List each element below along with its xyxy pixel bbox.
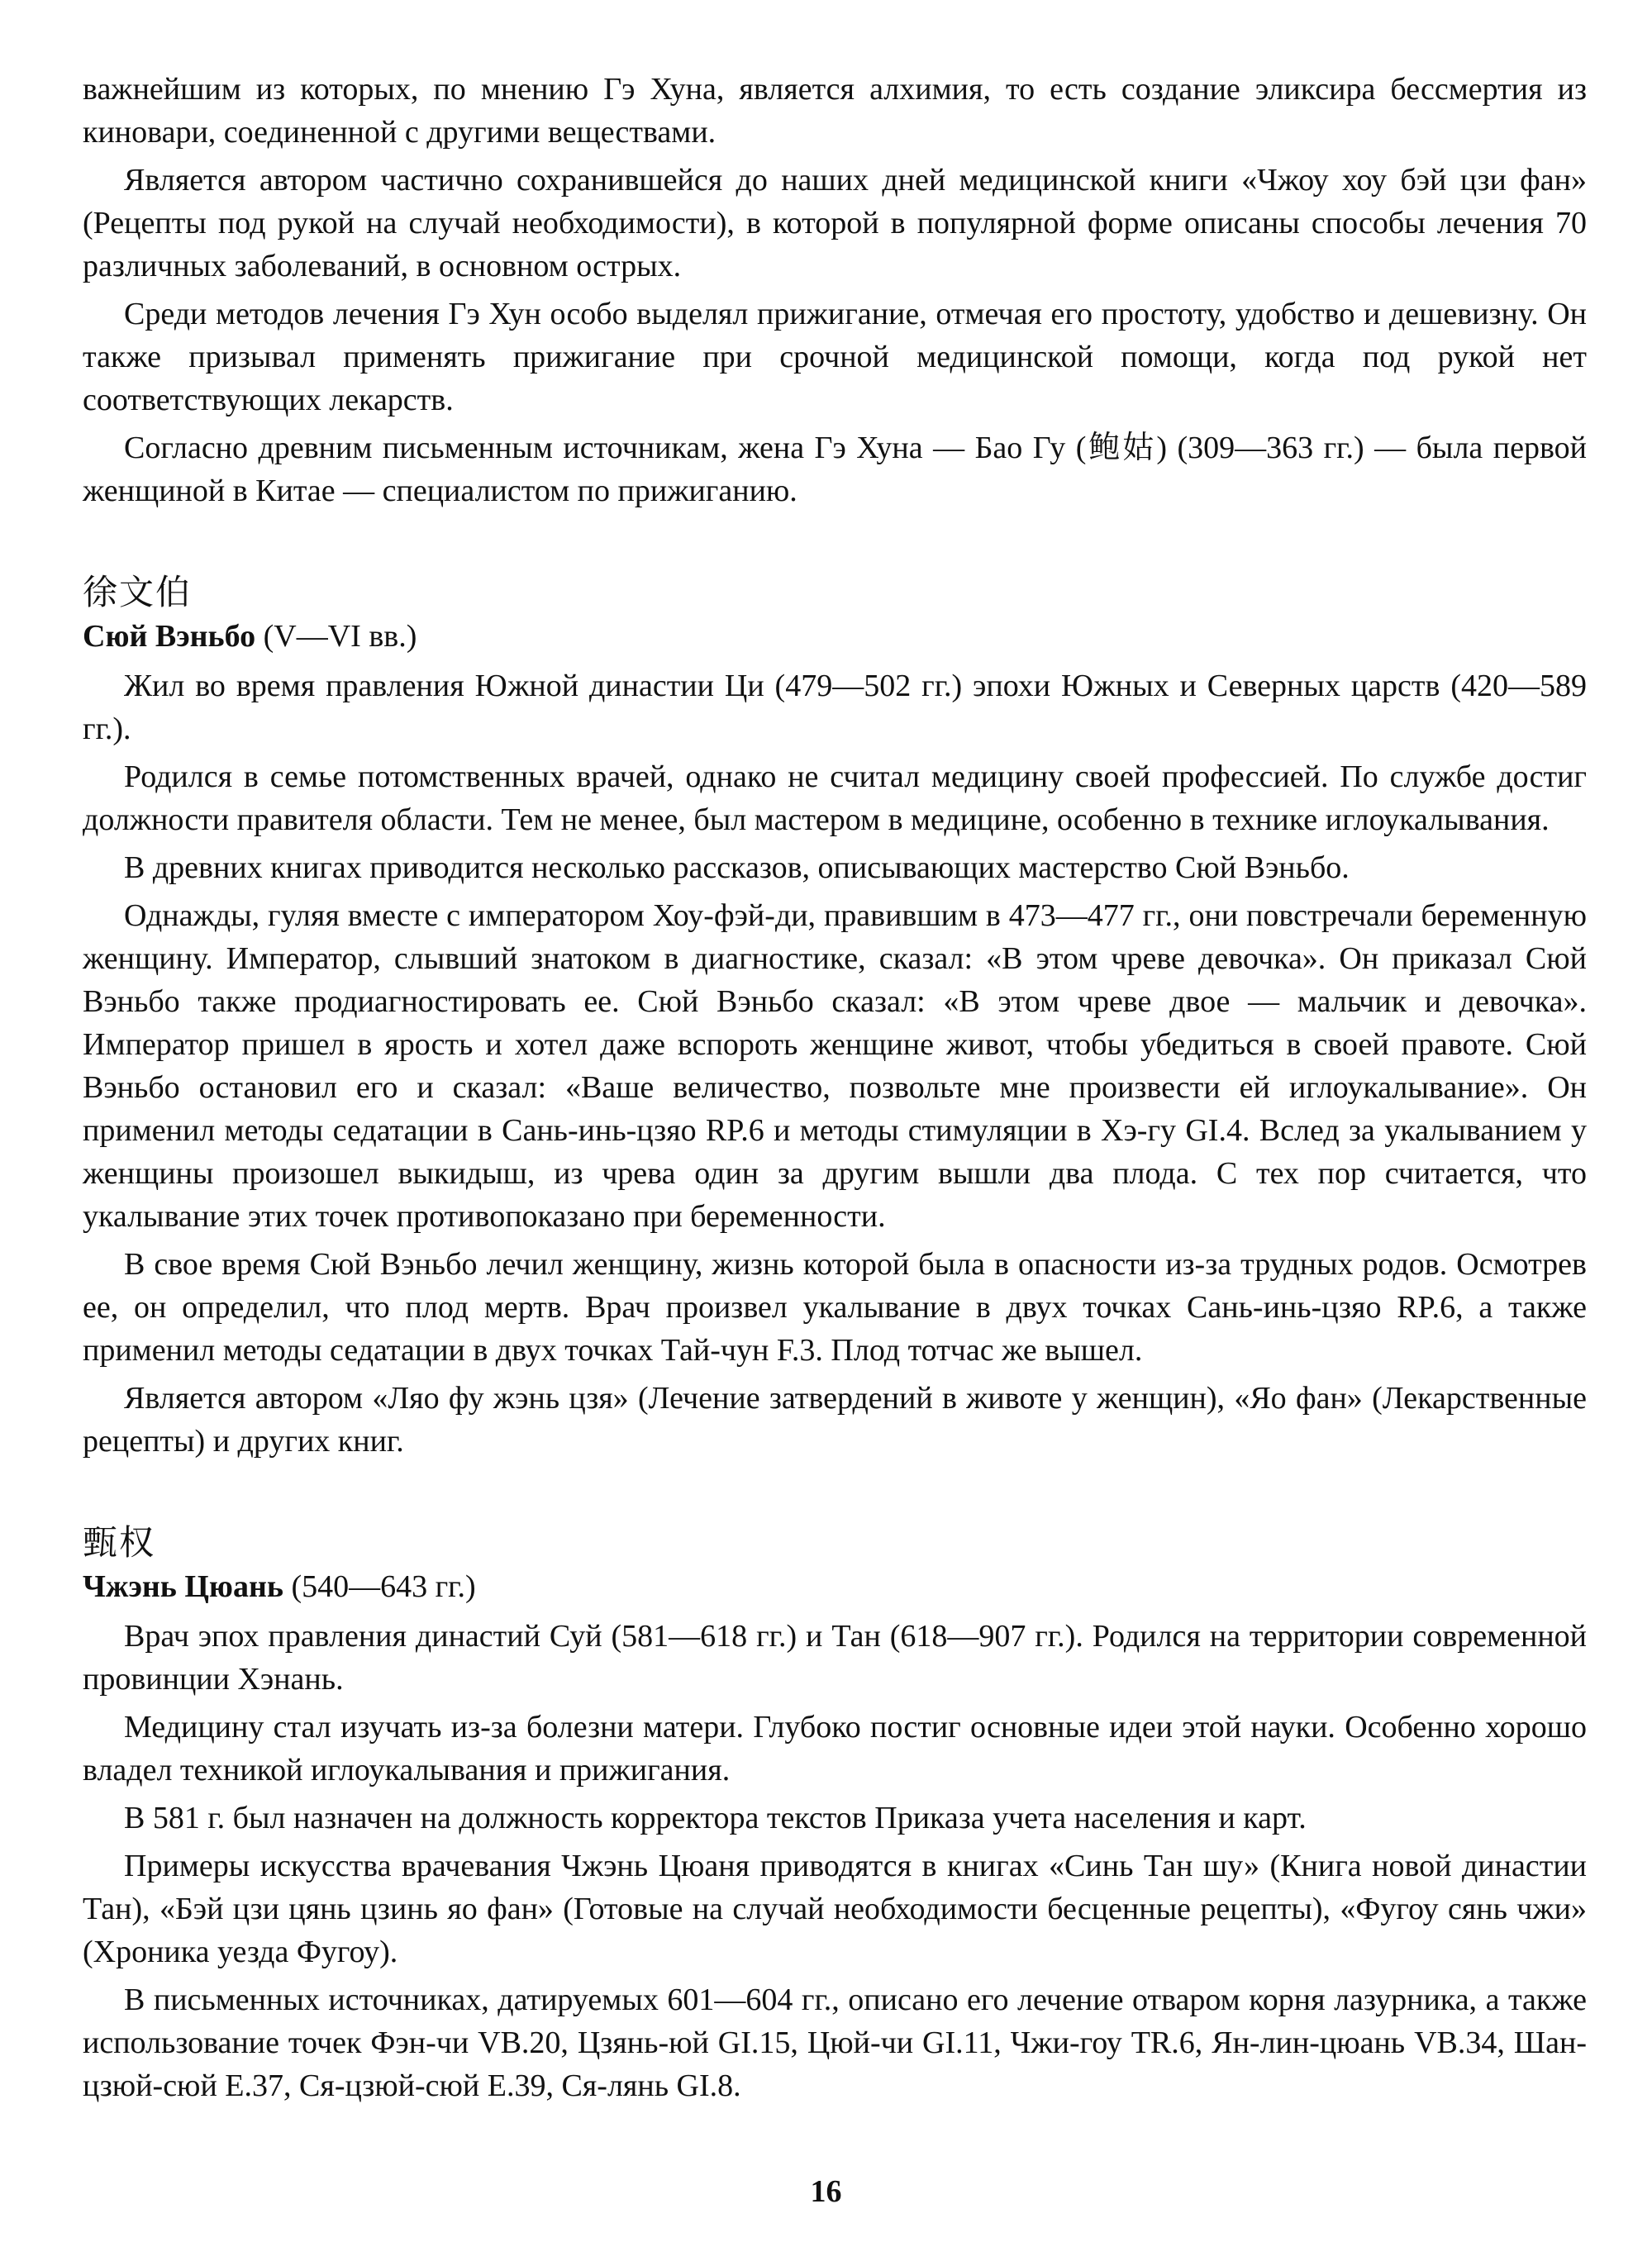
- paragraph: Примеры искусства врачевания Чжэнь Цюаня приводятся в книгах «Синь Тан шу» (Книга новой династии Тан), «Бэй цзи цянь цзинь яо фан» (Готовые на случай необходимости бесценные рецепты), «Фугоу сянь чжи» (Хроника уезда Фугоу).: [83, 1849, 1587, 1969]
- person-name: Сюй Вэньбо: [83, 619, 256, 654]
- person-dates: (V—VI вв.): [263, 619, 417, 654]
- paragraph: Медицину стал изучать из-за болезни матери. Глубоко постиг основные идеи этой науки. Особенно хорошо владел техникой иглоукалывания и прижигания.: [83, 1710, 1587, 1787]
- paragraph: В свое время Сюй Вэньбо лечил женщину, жизнь которой была в опасности из-за трудных родов. Осмотрев ее, он определил, что плод мертв. Врач произвел укалывание в двух точках Сань-инь-цзяо RP.6, а также применил методы седатации в двух точках Тай-чун F.3. Плод тотчас же вышел.: [83, 1247, 1587, 1368]
- paragraph: Однажды, гуляя вместе с императором Хоу-фэй-ди, правившим в 473—477 гг., они повстречали беременную женщину. Император, слывший знатоком в диагностике, сказал: «В этом чреве девочка». Он приказал Сюй Вэньбо также продиагностировать ее. Сюй Вэньбо сказал: «В этом чреве двое — мальчик и девочка». Император пришел в ярость и хотел даже вспороть женщине живот, чтобы убедиться в своей правоте. Сюй Вэньбо остановил его и сказал: «Ваше величество, позвольте мне произвести ей иглоукалывание». Он применил методы седатации в Сань-инь-цзяо RP.6 и методы стимуляции в Хэ-гу GI.4. Вслед за укалыванием у женщины произошел выкидыш, из чрева один за другим вышли два плода. С тех пор считается, что укалывание этих точек противопоказано при беременности.: [83, 898, 1587, 1234]
- paragraph: В древних книгах приводится несколько рассказов, описывающих мастерство Сюй Вэньбо.: [124, 850, 1350, 885]
- paragraph: Согласно древним письменным источникам, жена Гэ Хуна — Бао Гу (鲍姑) (309—363 гг.) — была первой женщиной в Китае — специалистом по прижиганию.: [83, 431, 1587, 508]
- paragraph: важнейшим из которых, по мнению Гэ Хуна, является алхимия, то есть создание эликсира бессмертия из киновари, соединенной с другими веществами.: [83, 72, 1587, 150]
- paragraph: Среди методов лечения Гэ Хун особо выделял прижигание, отмечая его простоту, удобство и дешевизну. Он также призывал применять прижигание при срочной медицинской помощи, когда под рукой нет соответствующих лекарств.: [83, 297, 1587, 417]
- intro-block: [83, 68, 1587, 512]
- paragraph: Жил во время правления Южной династии Ци (479—502 гг.) эпохи Южных и Северных царств (420—589 гг.).: [83, 669, 1587, 746]
- biography-section: [83, 1521, 1587, 2107]
- chinese-name: 甄权: [83, 1522, 156, 1563]
- biography-section: [83, 570, 1587, 1463]
- paragraph: Врач эпох правления династий Суй (581—618 гг.) и Тан (618—907 гг.). Родился на территории современной провинции Хэнань.: [83, 1619, 1587, 1697]
- paragraph: Является автором частично сохранившейся до наших дней медицинской книги «Чжоу хоу бэй цзи фан» (Рецепты под рукой на случай необходимости), в которой в популярной форме описаны способы лечения 70 различных заболеваний, в основном острых.: [83, 163, 1587, 283]
- paragraph: В письменных источниках, датируемых 601—604 гг., описано его лечение отваром корня лазурника, а также использование точек Фэн-чи VB.20, Цзянь-юй GI.15, Цюй-чи GI.11, Чжи-гоу TR.6, Ян-лин-цюань VB.34, Шан-цзюй-сюй E.37, Ся-цзюй-сюй E.39, Ся-лянь GI.8.: [83, 1983, 1587, 2103]
- paragraph: В 581 г. был назначен на должность корректора текстов Приказа учета населения и карт.: [124, 1801, 1307, 1835]
- person-name: Чжэнь Цюань: [83, 1569, 283, 1604]
- paragraph: Родился в семье потомственных врачей, однако не считал медицину своей профессией. По службе достиг должности правителя области. Тем не менее, был мастером в медицине, особенно в технике иглоукалывания.: [83, 759, 1587, 837]
- person-dates: (540—643 гг.): [291, 1569, 476, 1604]
- page-number: 16: [810, 2174, 842, 2209]
- paragraph: Является автором «Ляо фу жэнь цзя» (Лечение затвердений в животе у женщин), «Яо фан» (Лекарственные рецепты) и других книг.: [83, 1381, 1587, 1459]
- section-heading: [83, 1565, 1587, 1608]
- page-body: [83, 68, 1587, 2112]
- section-heading: [83, 615, 1587, 658]
- chinese-name: 徐文伯: [83, 572, 193, 612]
